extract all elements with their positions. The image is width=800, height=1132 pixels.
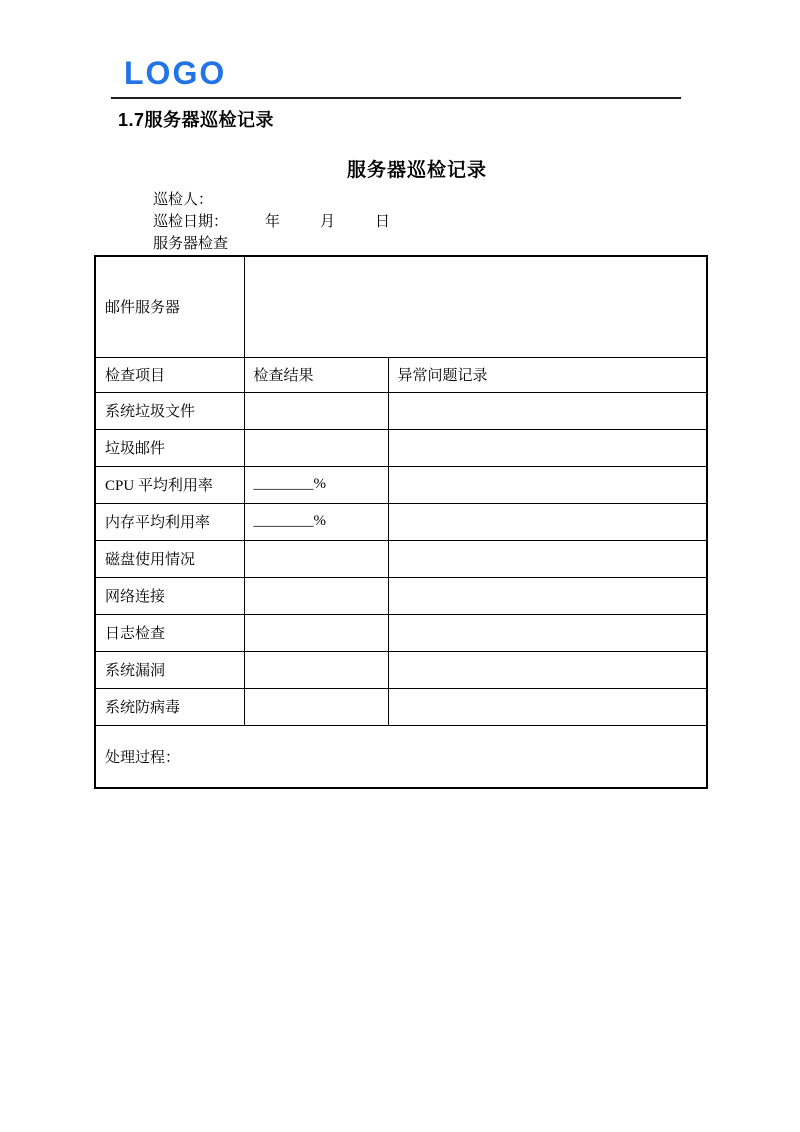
issue-cell	[388, 429, 707, 466]
item-label: 内存平均利用率	[95, 503, 244, 540]
page-title: 服务器巡检记录	[346, 160, 487, 181]
mail-server-value-cell	[244, 256, 707, 357]
item-label: CPU 平均利用率	[95, 466, 244, 503]
issue-cell	[388, 688, 707, 725]
result-cell	[244, 429, 388, 466]
item-label: 系统垃圾文件	[95, 392, 244, 429]
table-row	[95, 392, 707, 429]
table-row	[95, 651, 707, 688]
issue-cell	[388, 540, 707, 577]
column-header-item: 检查项目	[95, 357, 244, 392]
table-row	[95, 577, 707, 614]
result-cell	[244, 540, 388, 577]
year-label: 年	[265, 214, 281, 230]
column-header-issue: 异常问题记录	[388, 357, 707, 392]
item-label: 网络连接	[95, 577, 244, 614]
document-page	[94, 0, 706, 789]
table-row	[95, 429, 707, 466]
day-label: 日	[375, 214, 391, 230]
logo: LOGO	[124, 55, 227, 91]
column-header-result: 检查结果	[244, 357, 388, 392]
item-label: 磁盘使用情况	[95, 540, 244, 577]
issue-cell	[388, 577, 707, 614]
item-label: 系统防病毒	[95, 688, 244, 725]
mail-server-label: 邮件服务器	[95, 256, 244, 357]
result-cell	[244, 688, 388, 725]
process-label: 处理过程：	[95, 725, 707, 788]
date-line	[153, 211, 706, 233]
item-label: 系统漏洞	[95, 651, 244, 688]
table-row	[95, 540, 707, 577]
result-cell	[244, 577, 388, 614]
issue-cell	[388, 503, 707, 540]
section-heading: 1.7服务器巡检记录	[118, 110, 275, 130]
result-cell	[244, 392, 388, 429]
inspection-table	[94, 255, 708, 789]
item-label: 日志检查	[95, 614, 244, 651]
server-check-line: 服务器检查	[153, 236, 229, 252]
process-row	[95, 725, 707, 788]
issue-cell	[388, 614, 707, 651]
table-row	[95, 688, 707, 725]
table-header-row	[95, 357, 707, 392]
issue-cell	[388, 466, 707, 503]
issue-cell	[388, 392, 707, 429]
issue-cell	[388, 651, 707, 688]
date-label: 巡检日期：	[153, 214, 229, 230]
result-cell: ________%	[244, 466, 388, 503]
table-row	[95, 503, 707, 540]
meta-block	[153, 189, 706, 255]
month-label: 月	[320, 214, 336, 230]
header-divider	[111, 97, 681, 99]
table-row	[95, 614, 707, 651]
result-cell	[244, 614, 388, 651]
result-cell	[244, 651, 388, 688]
item-label: 垃圾邮件	[95, 429, 244, 466]
result-cell: ________%	[244, 503, 388, 540]
mail-server-row	[95, 256, 707, 357]
inspector-line: 巡检人：	[153, 192, 214, 208]
table-row	[95, 466, 707, 503]
